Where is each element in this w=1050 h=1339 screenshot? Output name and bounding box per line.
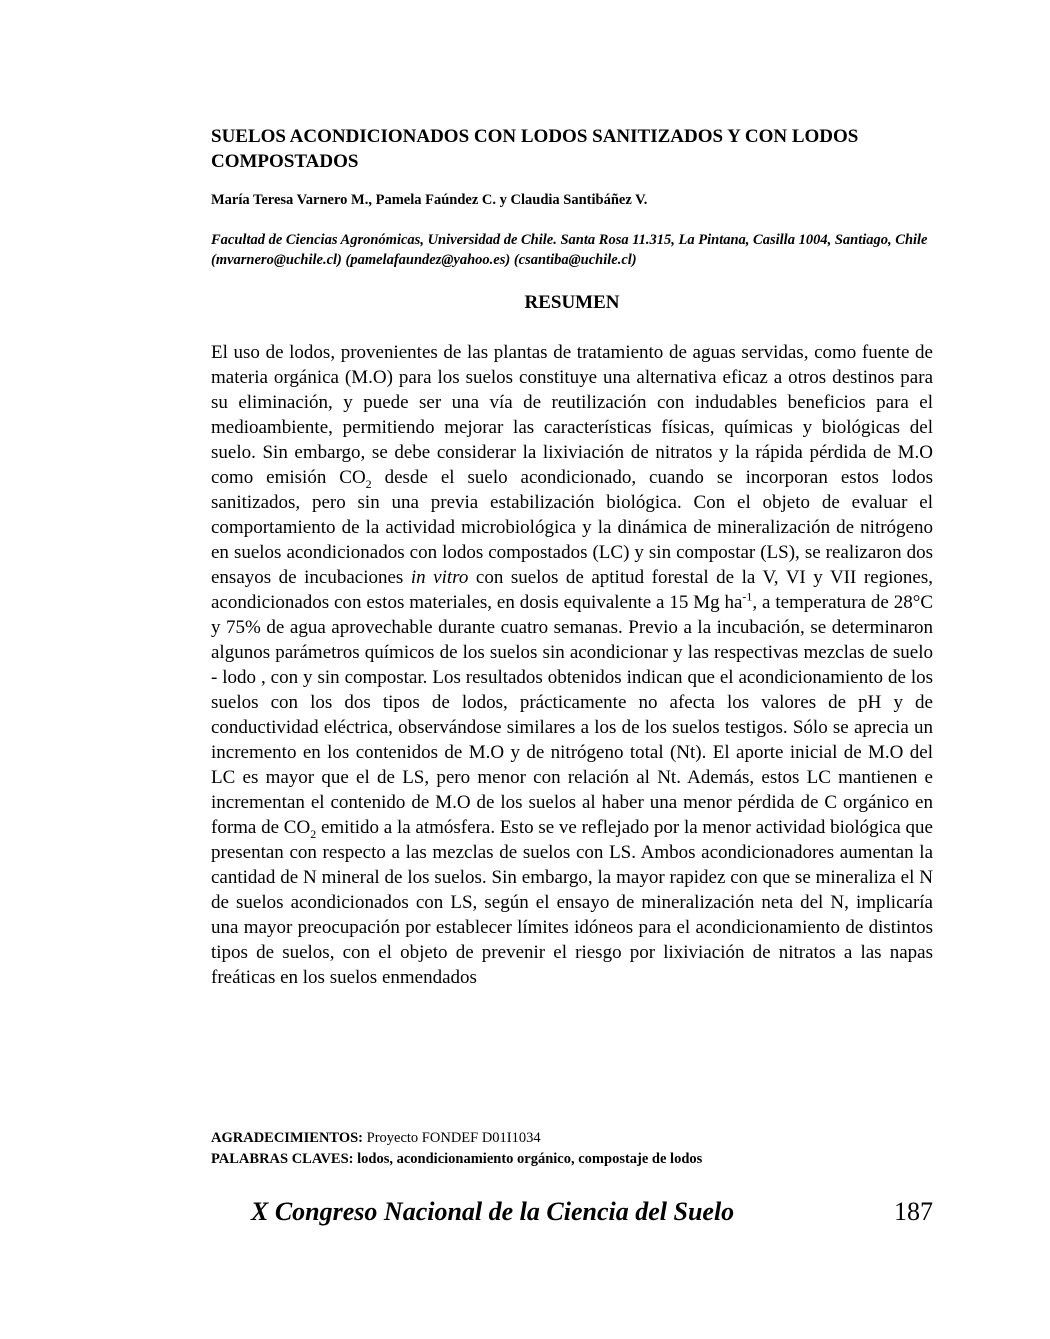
affiliation: Facultad de Ciencias Agronómicas, Universidad de Chile. Santa Rosa 11.315, La Pintana, Casilla 1004, Santiago, Chile (mvarnero@uchile.cl) (pamelafaundez@yahoo.es) (csantiba@uchile.cl) [211, 232, 928, 268]
author-list: María Teresa Varnero M., Pamela Faúndez C. y Claudia Santibáñez V. [211, 192, 648, 208]
abstract-text: , a temperatura de 28°C y 75% de agua aprovechable durante cuatro semanas. Previo a la incubación, se determinaron algunos parámetros químicos de los suelos sin acondicionar y las respectivas mezclas de suelo - lodo , con y sin compostar. Los resultados obtenidos indican que el acondicionamiento de los suelos con los dos tipos de lodos, prácticamente no afecta los valores de pH y de conductividad eléctrica, observándose similares a los de los suelos testigos. Sólo se aprecia un incremento en los contenidos de M.O y de nitrógeno total (Nt). El aporte inicial de M.O del LC es mayor que el de LS, pero menor con relación al Nt. Además, estos LC mantienen e incrementan el contenido de M.O de los suelos al haber una menor pérdida de C orgánico en forma de CO [211, 592, 933, 838]
subscript: 2 [365, 476, 372, 491]
abstract-text: El uso de lodos, provenientes de las plantas de tratamiento de aguas servidas, como fuente de materia orgánica (M.O) para los suelos constituye una alternativa eficaz a otros destinos para su eliminación, y puede ser una vía de reutilización con indudables beneficios para el medioambiente, permitiendo mejorar las características físicas, químicas y biológicas del suelo. Sin embargo, se debe considerar la lixiviación de nitratos y la rápida pérdida de M.O como emisión CO [211, 342, 933, 488]
paper-title: SUELOS ACONDICIONADOS CON LODOS SANITIZADOS Y CON LODOS COMPOSTADOS [211, 126, 859, 172]
superscript: -1 [742, 589, 753, 604]
abstract-text: con suelos de aptitud forestal de la V, VI y VII regiones, acondicionados con estos materiales, en dosis equivalente a 15 Mg ha [211, 567, 933, 613]
acknowledgements-text: Proyecto FONDEF D01I1034 [363, 1130, 541, 1146]
footer-conference-name: X Congreso Nacional de la Ciencia del Suelo [251, 1197, 735, 1226]
keywords-text: lodos, acondicionamiento orgánico, compostaje de lodos [353, 1151, 703, 1167]
acknowledgements [211, 1128, 541, 1148]
page-number: 187 [894, 1197, 933, 1226]
italic-term: in vitro [410, 567, 469, 588]
abstract-text: emitido a la atmósfera. Esto se ve reflejado por la menor actividad biológica que presentan con respecto a las mezclas de suelos con LS. Ambos acondicionadores aumentan la cantidad de N mineral de los suelos. Sin embargo, la mayor rapidez con que se mineraliza el N de suelos acondicionados con LS, según el ensayo de mineralización neta del N, implicaría una mayor preocupación por establecer límites idóneos para el acondicionamiento de distintos tipos de suelos, con el objeto de prevenir el riesgo por lixiviación de nitratos a las napas freáticas en los suelos enmendados [211, 817, 933, 988]
acknowledgements-label: AGRADECIMIENTOS: [211, 1130, 364, 1146]
keywords-label: PALABRAS CLAVES: [211, 1151, 354, 1167]
section-heading-resumen: RESUMEN [524, 292, 620, 313]
abstract-body [211, 340, 933, 990]
keywords [211, 1149, 702, 1169]
abstract-text: desde el suelo acondicionado, cuando se incorporan estos lodos sanitizados, pero sin una previa estabilización biológica. Con el objeto de evaluar el comportamiento de la actividad microbiológica y la dinámica de mineralización de nitrógeno en suelos acondicionados con lodos compostados (LC) y sin compostar (LS), se realizaron dos ensayos de incubaciones [211, 467, 933, 588]
subscript: 2 [310, 826, 317, 841]
